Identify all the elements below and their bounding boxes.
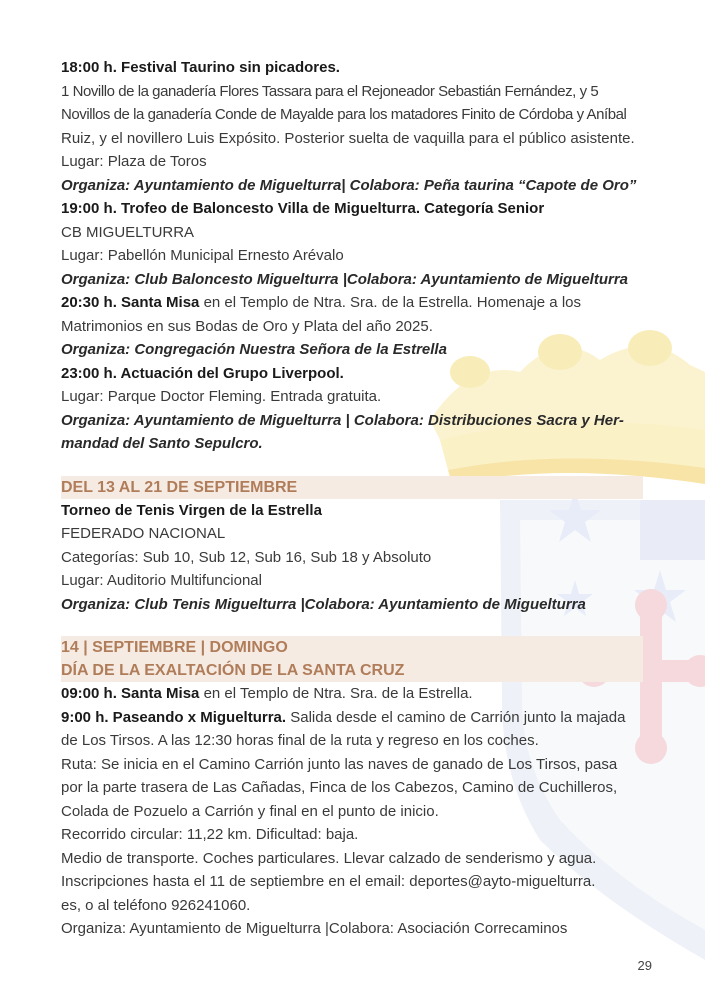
- event-description: FEDERADO NACIONAL: [61, 525, 226, 542]
- event-description: Categorías: Sub 10, Sub 12, Sub 16, Sub 18 y Absoluto: [61, 548, 432, 566]
- event-location: Lugar: Auditorio Multifuncional: [61, 572, 262, 589]
- section-heading: 14 | SEPTIEMBRE | DOMINGO: [61, 636, 643, 659]
- event-organizer: Organiza: Ayuntamiento de Miguelturra |Colabora: Asociación Correcaminos: [61, 920, 568, 937]
- event-description: Colada de Pozuelo a Carrión y final en el punto de inicio.: [61, 802, 439, 820]
- event-title: 18:00 h. Festival Taurino sin picadores.: [61, 59, 340, 76]
- event-description: Inscripciones hasta el 11 de septiembre en el email: deportes@ayto-miguelturra.: [61, 873, 596, 890]
- section-heading: DEL 13 AL 21 DE SEPTIEMBRE: [61, 476, 643, 499]
- event-description: Salida desde el camino de Carrión junto la majada: [286, 708, 626, 726]
- event-title: Torneo de Tenis Virgen de la Estrella: [61, 501, 322, 519]
- event-title: 20:30 h. Santa Misa: [61, 294, 200, 311]
- event-title: 09:00 h. Santa Misa: [61, 685, 200, 702]
- event-location: Lugar: Pabellón Municipal Ernesto Arévalo: [61, 247, 344, 264]
- page-number: 29: [637, 958, 652, 973]
- event-description: es, o al teléfono 926241060.: [61, 896, 251, 914]
- event-title: 9:00 h. Paseando x Miguelturra.: [61, 708, 287, 726]
- event-description: Novillos de la ganadería Conde de Mayalde para los matadores Finito de Córdoba y Aníbal: [61, 106, 627, 123]
- event-title-line: [61, 706, 646, 730]
- event-description: por la parte trasera de Las Cañadas, Finca de los Cabezos, Camino de Cuchilleros,: [61, 779, 618, 796]
- event-title: 23:00 h. Actuación del Grupo Liverpool.: [61, 364, 344, 382]
- event-organizer: Organiza: Ayuntamiento de Miguelturra| Colabora: Peña taurina “Capote de Oro”: [61, 176, 637, 194]
- event-description: de Los Tirsos. A las 12:30 horas final de la ruta y regreso en los coches.: [61, 732, 539, 749]
- event-title-line: [61, 291, 646, 315]
- event-organizer: Organiza: Ayuntamiento de Miguelturra | Colabora: Distribuciones Sacra y Her-: [61, 411, 624, 429]
- event-description: Ruta: Se inicia en el Camino Carrión junto las naves de ganado de Los Tirsos, pasa: [61, 755, 618, 773]
- event-title: 19:00 h. Trofeo de Baloncesto Villa de Miguelturra. Categoría Senior: [61, 200, 545, 217]
- event-description: en el Templo de Ntra. Sra. de la Estrella.: [199, 685, 473, 702]
- event-location: Lugar: Plaza de Toros: [61, 153, 207, 170]
- event-description: Ruiz, y el novillero Luis Expósito. Posterior suelta de vaquilla para el público asistente.: [61, 129, 635, 147]
- event-description: en el Templo de Ntra. Sra. de la Estrella. Homenaje a los: [199, 294, 581, 311]
- event-organizer: Organiza: Congregación Nuestra Señora de la Estrella: [61, 341, 447, 358]
- event-organizer: Organiza: Club Baloncesto Miguelturra |Colabora: Ayuntamiento de Miguelturra: [61, 270, 629, 288]
- event-organizer: mandad del Santo Sepulcro.: [61, 435, 263, 452]
- event-schedule: [61, 56, 646, 941]
- event-description: Recorrido circular: 11,22 km. Dificultad: baja.: [61, 826, 359, 843]
- section-subheading: DÍA DE LA EXALTACIÓN DE LA SANTA CRUZ: [61, 659, 643, 682]
- event-description: Matrimonios en sus Bodas de Oro y Plata del año 2025.: [61, 317, 433, 335]
- event-title-line: [61, 682, 646, 706]
- event-organizer: Organiza: Club Tenis Miguelturra |Colabora: Ayuntamiento de Miguelturra: [61, 595, 586, 613]
- event-location: Lugar: Parque Doctor Fleming. Entrada gratuita.: [61, 388, 382, 405]
- event-description: Medio de transporte. Coches particulares. Llevar calzado de senderismo y agua.: [61, 849, 597, 867]
- event-description: CB MIGUELTURRA: [61, 223, 195, 241]
- event-description: 1 Novillo de la ganadería Flores Tassara para el Rejoneador Sebastián Fernández, y 5: [61, 82, 599, 100]
